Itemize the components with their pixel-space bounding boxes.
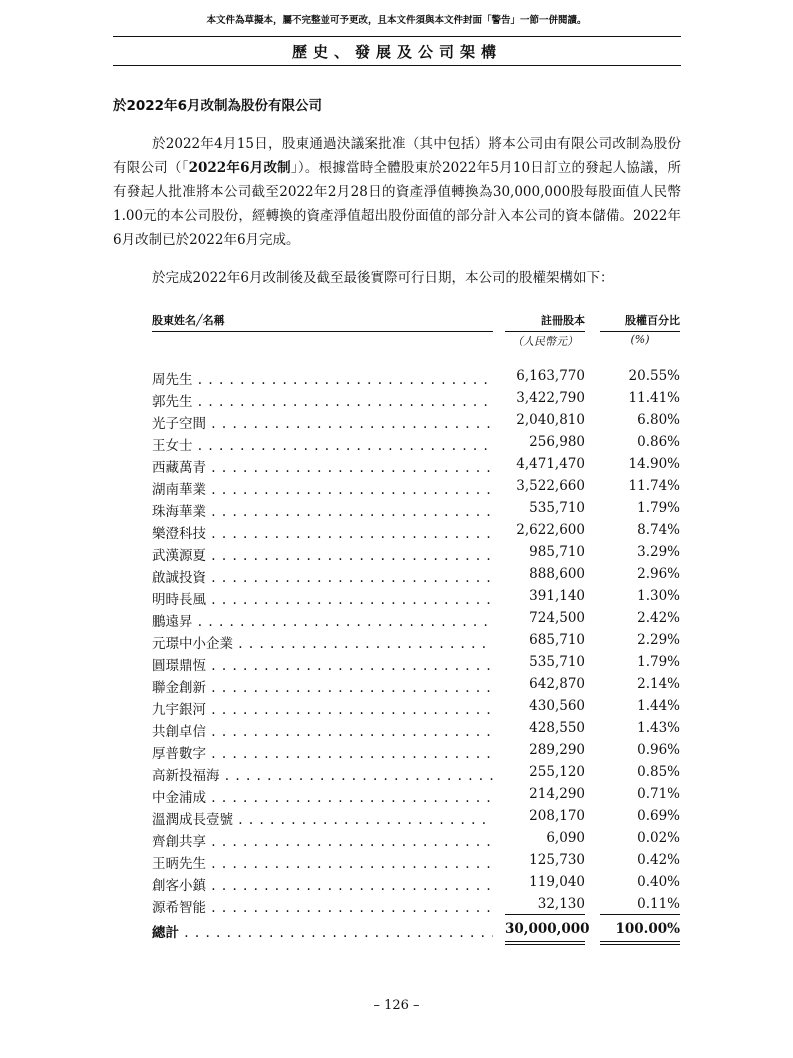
table-row [0,456,793,478]
table-row [0,654,793,676]
registered-capital: 256,980 [529,434,585,450]
paragraph-conversion-start: 於2022年4月15日，股東通過決議案批准（其中包括）將本公司由有限公司改制為股份有限公司（「 [113,136,681,176]
paragraph-conversion [113,132,681,252]
registered-capital: 208,170 [529,808,585,824]
subtotal-rule-percentage [600,914,680,915]
shareholder-name: 珠海華業 . . . [152,500,493,520]
registered-capital: 888,600 [529,566,585,582]
registered-capital: 428,550 [529,720,585,736]
table-row [0,720,793,742]
table-row [0,830,793,852]
shareholding-percentage: 0.71% [637,786,680,802]
shareholding-percentage: 0.86% [637,434,680,450]
column-header-capital: 註冊股本 [505,312,585,332]
subheading: 於2022年6月改制為股份有限公司 [113,98,322,114]
shareholding-percentage: 1.79% [637,500,680,516]
shareholder-name: 啟誠投資 . . . [152,566,493,586]
shareholding-percentage: 0.11% [637,896,680,912]
shareholding-percentage: 0.42% [637,852,680,868]
shareholder-name: 郭先生 . . . [152,390,493,410]
paragraph-shareholding-intro: 於完成2022年6月改制後及截至最後實際可行日期，本公司的股權架構如下： [152,270,614,286]
table-row [0,698,793,720]
total-label: 總計 . . . [152,921,493,941]
table-row [0,676,793,698]
shareholder-name: 元璟中小企業 . . . [152,632,493,652]
shareholding-percentage: 14.90% [628,456,680,472]
table-row [0,610,793,632]
shareholding-percentage: 11.41% [628,390,680,406]
table-row [0,852,793,874]
shareholding-percentage: 8.74% [637,522,680,538]
table-row [0,742,793,764]
shareholding-percentage: 0.02% [637,830,680,846]
table-row [0,544,793,566]
registered-capital: 119,040 [529,874,585,890]
registered-capital: 642,870 [529,676,585,692]
shareholder-name: 九宇銀河 . . . [152,698,493,718]
section-title: 歷史、發展及公司架構 [291,43,502,61]
table-row [0,808,793,830]
shareholding-percentage: 2.29% [637,632,680,648]
table-row [0,368,793,390]
shareholder-name: 明時長風 . . . [152,588,493,608]
shareholder-name: 王昞先生 . . . [152,852,493,872]
registered-capital: 125,730 [529,852,585,868]
table-row [0,390,793,412]
registered-capital: 2,040,810 [516,412,585,428]
shareholder-name: 光子空間 . . . [152,412,493,432]
shareholding-percentage: 2.96% [637,566,680,582]
table-row [0,500,793,522]
shareholder-name: 王女士 . . . [152,434,493,454]
shareholder-name: 創客小鎮 . . . [152,874,493,894]
shareholder-name: 周先生 . . . [152,368,493,388]
shareholder-name: 樂澄科技 . . . [152,522,493,542]
page-number: – 126 – [373,998,420,1013]
subtotal-rule-capital [505,914,585,915]
shareholder-name: 湖南華業 . . . [152,478,493,498]
shareholder-name: 武漢源夏 . . . [152,544,493,564]
registered-capital: 535,710 [529,500,585,516]
shareholding-percentage: 0.69% [637,808,680,824]
shareholder-name: 厚普數字 . . . [152,742,493,762]
unit-percentage: (%) [630,333,650,346]
shareholding-percentage: 2.42% [637,610,680,626]
table-row [0,522,793,544]
paragraph-conversion-end: 」）。根據當時全體股東於2022年5月10日訂立的發起人協議，所有發起人批准將本公司截至2022年2月28日的資產淨值轉換為30,000,000股每股面值人民幣1.00元的本公司股份，經轉換的資產淨值超出股份面值的部分計入本公司的資本儲備。2022年6月改制已於2022年6月完成。 [113,160,682,248]
registered-capital: 4,471,470 [516,456,585,472]
registered-capital: 391,140 [529,588,585,604]
shareholding-table-body [0,368,793,918]
column-header-name: 股東姓名╱名稱 [152,312,493,332]
table-row [0,566,793,588]
registered-capital: 32,130 [537,896,585,912]
shareholding-percentage: 0.96% [637,742,680,758]
table-row [0,786,793,808]
registered-capital: 535,710 [529,654,585,670]
registered-capital: 3,522,660 [516,478,585,494]
shareholder-name: 西藏萬青 . . . [152,456,493,476]
shareholding-percentage: 1.30% [637,588,680,604]
defined-term: 2022年6月改制 [188,160,291,176]
shareholding-percentage: 0.85% [637,764,680,780]
registered-capital: 6,163,770 [516,368,585,384]
shareholding-percentage: 2.14% [637,676,680,692]
registered-capital: 214,290 [529,786,585,802]
total-percentage: 100.00% [615,921,680,937]
unit-capital: （人民幣元） [512,335,578,348]
registered-capital: 430,560 [529,698,585,714]
registered-capital: 2,622,600 [516,522,585,538]
shareholder-name: 鵬遠昇 . . . [152,610,493,630]
registered-capital: 6,090 [546,830,585,846]
header-rule-bottom [113,65,681,66]
shareholder-name: 源希智能 . . . [152,896,493,916]
table-row [0,412,793,434]
shareholder-name: 圓璟鼎恆 . . . [152,654,493,674]
table-row [0,874,793,896]
table-row [0,632,793,654]
total-row [0,921,793,943]
registered-capital: 685,710 [529,632,585,648]
registered-capital: 255,120 [529,764,585,780]
shareholding-percentage: 1.79% [637,654,680,670]
shareholder-name: 聯金創新 . . . [152,676,493,696]
shareholding-percentage: 1.44% [637,698,680,714]
shareholding-percentage: 3.29% [637,544,680,560]
shareholding-percentage: 20.55% [628,368,680,384]
table-row [0,478,793,500]
header-rule-top [113,36,681,37]
shareholding-percentage: 11.74% [628,478,680,494]
total-double-rule-capital [505,941,585,945]
draft-warning: 本文件為草擬本，屬不完整並可予更改，且本文件須與本文件封面「警告」一節一併閱讀。 [206,15,587,26]
shareholder-name: 中金浦成 . . . [152,786,493,806]
shareholding-percentage: 0.40% [637,874,680,890]
table-row [0,764,793,786]
registered-capital: 724,500 [529,610,585,626]
table-row [0,588,793,610]
registered-capital: 289,290 [529,742,585,758]
shareholder-name: 共創卓信 . . . [152,720,493,740]
shareholding-percentage: 1.43% [637,720,680,736]
column-header-percentage: 股權百分比 [600,312,680,332]
shareholding-percentage: 6.80% [637,412,680,428]
total-capital: 30,000,000 [505,921,590,937]
registered-capital: 985,710 [529,544,585,560]
shareholder-name: 高新投福海 . . . [152,764,493,784]
shareholder-name: 齊創共享 . . . [152,830,493,850]
table-row [0,434,793,456]
registered-capital: 3,422,790 [516,390,585,406]
shareholder-name: 溫潤成長壹號 . . . [152,808,493,828]
total-double-rule-percentage [600,941,680,945]
